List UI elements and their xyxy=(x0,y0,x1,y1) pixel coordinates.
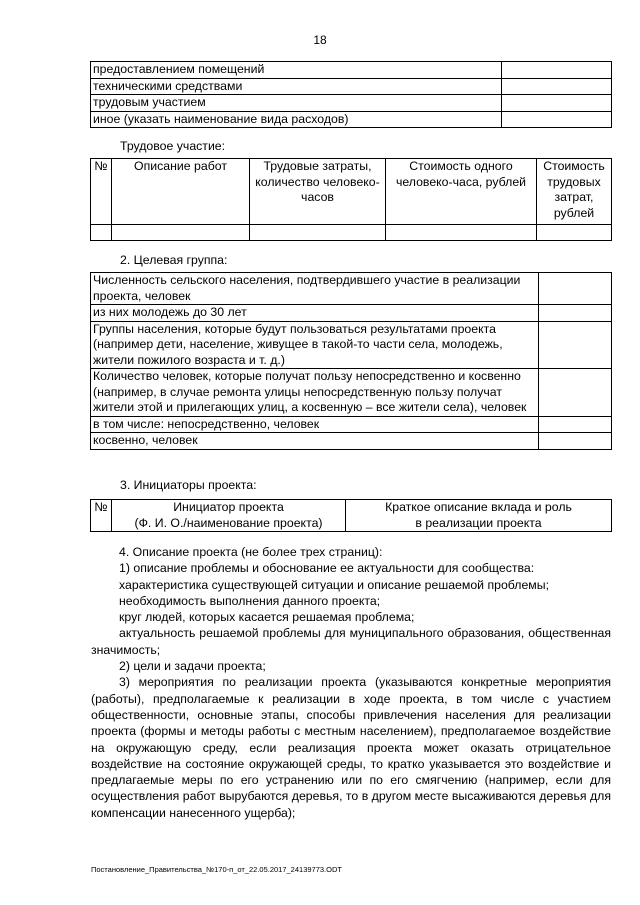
table-cell: Группы населения, которые будут пользоваться результатами проекта (например дети, население, живущее в такой-то части села, молодежь, жители пожилого возраста и т. д.) xyxy=(91,321,539,369)
table-row xyxy=(91,62,612,79)
table-cell xyxy=(502,78,612,95)
table-row xyxy=(91,416,612,433)
description-item: необходимость выполнения данного проекта; xyxy=(119,593,381,608)
description-item: 2) цели и задачи проекта; xyxy=(119,659,266,674)
target-group-heading: 2. Целевая группа: xyxy=(120,253,228,267)
table-row xyxy=(91,95,612,112)
table-cell xyxy=(539,416,612,433)
table-row xyxy=(91,305,612,322)
header-initiator-line2: (Ф. И. О./наименование проекта) xyxy=(134,515,323,530)
table-cell xyxy=(502,95,612,112)
header-labor-hours: Трудовые затраты, количество человеко-часов xyxy=(250,159,386,225)
table-header-row xyxy=(91,159,612,225)
description-heading: 4. Описание проекта (не более трех страниц): xyxy=(119,545,383,559)
header-number: № xyxy=(91,159,112,225)
table-row xyxy=(91,111,612,128)
labor-heading: Трудовое участие: xyxy=(120,139,226,153)
table-cell: в том числе: непосредственно, человек xyxy=(91,416,539,433)
table-cell: предоставлением помещений xyxy=(91,62,502,79)
table-cell xyxy=(539,321,612,369)
table-cell xyxy=(250,225,386,241)
table-row xyxy=(91,433,612,450)
document-footer: Постановление_Правительства_№170-п_от_22.05.2017_24139773.ODT xyxy=(91,865,342,874)
table-cell: Количество человек, которые получат пользу непосредственно и косвенно (например, в случае ремонта улицы непосредственную пользу получат жители этой и прилегающих улиц, а косвенную – все жители села), человек xyxy=(91,369,539,417)
table-cell: Численность сельского населения, подтвердившего участие в реализации проекта, человек xyxy=(91,273,539,305)
table-row xyxy=(91,369,612,417)
project-description xyxy=(91,544,611,821)
initiators-table xyxy=(90,499,612,532)
target-group-table xyxy=(90,272,612,450)
table-cell xyxy=(539,433,612,450)
table-row xyxy=(91,321,612,369)
description-item: актуальность решаемой проблемы для муниципального образования, общественная значимость; xyxy=(91,626,611,657)
table-cell: техническими средствами xyxy=(91,78,502,95)
table-cell xyxy=(502,62,612,79)
page-number: 18 xyxy=(313,33,327,47)
header-initiator xyxy=(112,500,346,532)
table-cell xyxy=(539,369,612,417)
table-header-row xyxy=(91,500,612,532)
labor-table xyxy=(90,158,612,241)
description-item: круг людей, которых касается решаемая проблема; xyxy=(119,610,415,625)
table-cell xyxy=(502,111,612,128)
table-cell xyxy=(91,225,112,241)
table-row xyxy=(91,78,612,95)
description-item: 3) мероприятия по реализации проекта (указываются конкретные мероприятия (работы), предполагаемые к реализации в ходе проекта, в том числе с участием общественности, основные этапы, способы привлечения населения для реализации проекта (формы и методы работы с местным населением), предполагаемое воздействие на окружающую среду, если реализация проекта может оказать отрицательное воздействие на состояние окружающей среды, то кратко указывается это воздействие и предлагаемые меры по его устранению или по его смягчению (например, если для осуществления работ вырубаются деревья, то в другом месте высаживаются деревья для компенсации нанесенного ущерба); xyxy=(91,675,611,820)
header-contribution xyxy=(346,500,612,532)
table-cell xyxy=(537,225,612,241)
header-total-cost: Стоимость трудовых затрат, рублей xyxy=(537,159,612,225)
table-cell xyxy=(386,225,537,241)
header-hour-cost: Стоимость одного человеко-часа, рублей xyxy=(386,159,537,225)
description-item: характеристика существующей ситуации и описание решаемой проблемы; xyxy=(119,577,550,592)
header-initiator-line1: Инициатор проекта xyxy=(173,500,284,514)
table-cell xyxy=(539,305,612,322)
header-work-description: Описание работ xyxy=(112,159,250,225)
table-row xyxy=(91,225,612,241)
table-cell: косвенно, человек xyxy=(91,433,539,450)
expenses-table xyxy=(90,61,612,128)
table-cell: иное (указать наименование вида расходов) xyxy=(91,111,502,128)
header-number: № xyxy=(91,500,112,532)
table-cell: трудовым участием xyxy=(91,95,502,112)
initiators-heading: 3. Инициаторы проекта: xyxy=(120,478,257,492)
header-contribution-line2: в реализации проекта xyxy=(415,515,542,530)
header-contribution-line1: Краткое описание вклада и роль xyxy=(385,500,572,514)
table-cell xyxy=(539,273,612,305)
table-row xyxy=(91,273,612,305)
table-cell xyxy=(112,225,250,241)
description-item: 1) описание проблемы и обоснование ее актуальности для сообщества: xyxy=(119,561,535,576)
table-cell: из них молодежь до 30 лет xyxy=(91,305,539,322)
